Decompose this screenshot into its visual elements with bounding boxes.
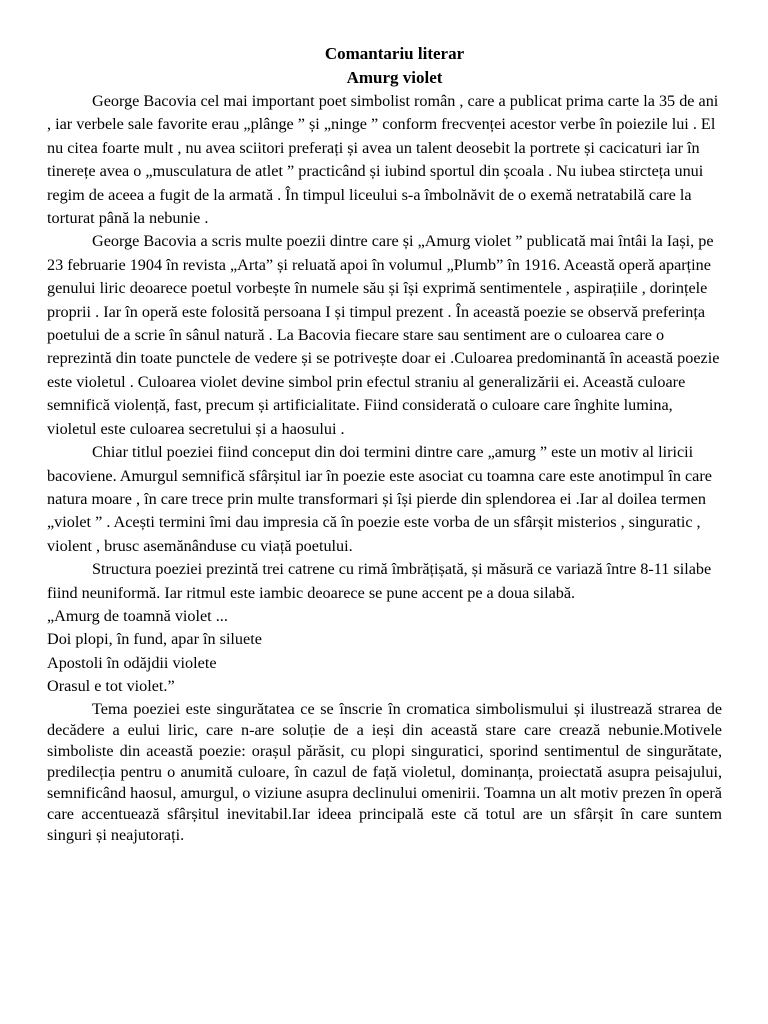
verse-line: Orasul e tot violet.”: [47, 677, 175, 696]
paragraph-title-analysis: Chiar titlul poeziei fiind conceput din doi termini dintre care „amurg ” este un motiv al liricii bacoviene. Amurgul semnifică sfârșitul iar în poezie este asociat cu toamna care este anotimpul în care natura moare , în care trece prin multe transformari și își pierde din splendorea ei .Iar al doilea termen „violet ” . Acești termini îmi dau impresia că în poezie este vorba de un sfârșit misterios , singuratic , violent , brusc asemănânduse cu viață poetului.: [47, 443, 712, 555]
verse-line: „Amurg de toamnă violet ...: [47, 606, 228, 625]
document-subtitle: Amurg violet: [346, 68, 443, 87]
paragraph-biography: George Bacovia cel mai important poet simbolist român , care a publicat prima carte la 35 de ani , iar verbele sale favorite erau „plânge ” și „ninge ” conform frecvenței acestor verbe în poiezile lui . El nu citea foarte mult , nu avea sciitori preferați și avea un talent deosebit la portrete și cacicaturi iar în tinerețe avea o „musculatura de atlet ” practicând și iubind sportul din școala . Nu iubea stircteța unui regim de aceea a fugit de la armată . În timpul liceului s-a îmbolnăvit de o exemă netratabilă care la torturat până la nebunie .: [47, 92, 719, 228]
document-title: Comantariu literar: [324, 44, 465, 63]
paragraph-publication: George Bacovia a scris multe poezii dintre care și „Amurg violet ” publicată mai întâi la Iași, pe 23 februarie 1904 în revista „Arta” și reluată apoi în volumul „Plumb” în 1916. Această operă aparține genului liric deoarece poetul vorbește în numele său și își exprimă sentimentele , aspirațiile , dorințele proprii . Iar în operă este folosită persoana I și timpul prezent . În această poezie se observă preferința poetului de a scrie în sânul natură . La Bacovia fiecare stare sau sentiment are o culoarea care o reprezintă din toate punctele de vedere și se potrivește doar ei .Culoarea predominantă în această poezie este violetul . Culoarea violet devine simbol prin efectul straniu al generalizării ei. Această culoare semnifică violență, fast, precum și artificialitate. Fiind considerată o culoare care înghite lumina, violetul este culoarea secretului și a haosului .: [47, 232, 720, 438]
paragraph-structure: Structura poeziei prezintă trei catrene cu rimă îmbrățișată, și măsură ce variază între 8-11 silabe fiind neuniformă. Iar ritmul este iambic deoarece se pune accent pe a doua silabă.: [47, 560, 712, 602]
verse-line: Apostoli în odăjdii violete: [47, 653, 217, 672]
paragraph-theme: Tema poeziei este singurătatea ce se înscrie în cromatica simbolismului și ilustrează strarea de decădere a eului liric, care n-are soluție de a ieși din această stare care crează nebunie.Motivele simboliste din această poezie: orașul părăsit, cu plopi singuratici, sporind sentimentul de singurătate, predilecția pentru o anumită culoare, în cazul de față violetul, dominanța, proiectată asupra peisajului, semnificând haosul, amurgul, o viziune asupra declinului omenirii. Toamna un alt motiv prezen în operă care accentuează sfârșitul inevitabil.Iar ideea principală este că totul are un sfârșit în care suntem singuri și neajutorați.: [47, 699, 722, 844]
verse-line: Doi plopi, în fund, apar în siluete: [47, 630, 262, 649]
